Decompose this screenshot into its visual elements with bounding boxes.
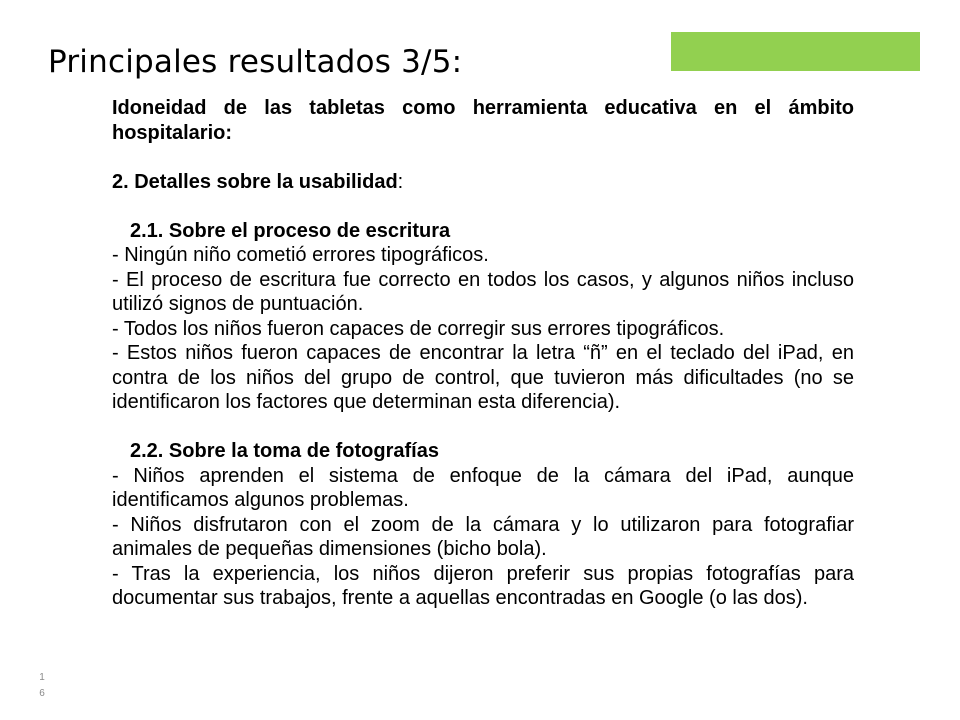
body-heading: Idoneidad de las tabletas como herramienta educativa en el ámbito hospitalario: xyxy=(112,97,854,144)
section-title-suffix: : xyxy=(397,170,404,193)
section-title: 2. Detalles sobre la usabilidad xyxy=(112,170,398,193)
slide-title: Principales resultados 3/5: xyxy=(48,44,463,80)
spacer xyxy=(112,415,854,440)
accent-bar xyxy=(671,32,920,71)
page-number: 16 xyxy=(39,672,45,699)
slide-body xyxy=(112,96,854,611)
list-item: - El proceso de escritura fue correcto en todos los casos, y algunos niños incluso utilizó signos de puntuación. xyxy=(112,268,854,315)
list-item: - Niños aprenden el sistema de enfoque de la cámara del iPad, aunque identificamos algunos problemas. xyxy=(112,464,854,511)
subsection-title-writing: 2.1. Sobre el proceso de escritura xyxy=(130,219,451,242)
section-heading xyxy=(112,170,854,195)
subsection-title-photos: 2.2. Sobre la toma de fotografías xyxy=(130,440,439,462)
list-item: - Niños disfrutaron con el zoom de la cámara y lo utilizaron para fotografiar animales de pequeñas dimensiones (bicho bola). xyxy=(112,513,854,560)
list-item: - Estos niños fueron capaces de encontrar la letra “ñ” en el teclado del iPad, en contra de los niños del grupo de control, que tuvieron más dificultades (no se identificaron los factores que determinan esta diferencia). xyxy=(112,342,854,413)
list-item: - Todos los niños fueron capaces de corregir sus errores tipográficos. xyxy=(112,317,725,340)
spacer xyxy=(112,194,854,219)
spacer xyxy=(112,145,854,170)
list-item: - Tras la experiencia, los niños dijeron preferir sus propias fotografías para documentar sus trabajos, frente a aquellas encontradas en Google (o las dos). xyxy=(112,562,854,609)
list-item: - Ningún niño cometió errores tipográficos. xyxy=(112,244,489,266)
